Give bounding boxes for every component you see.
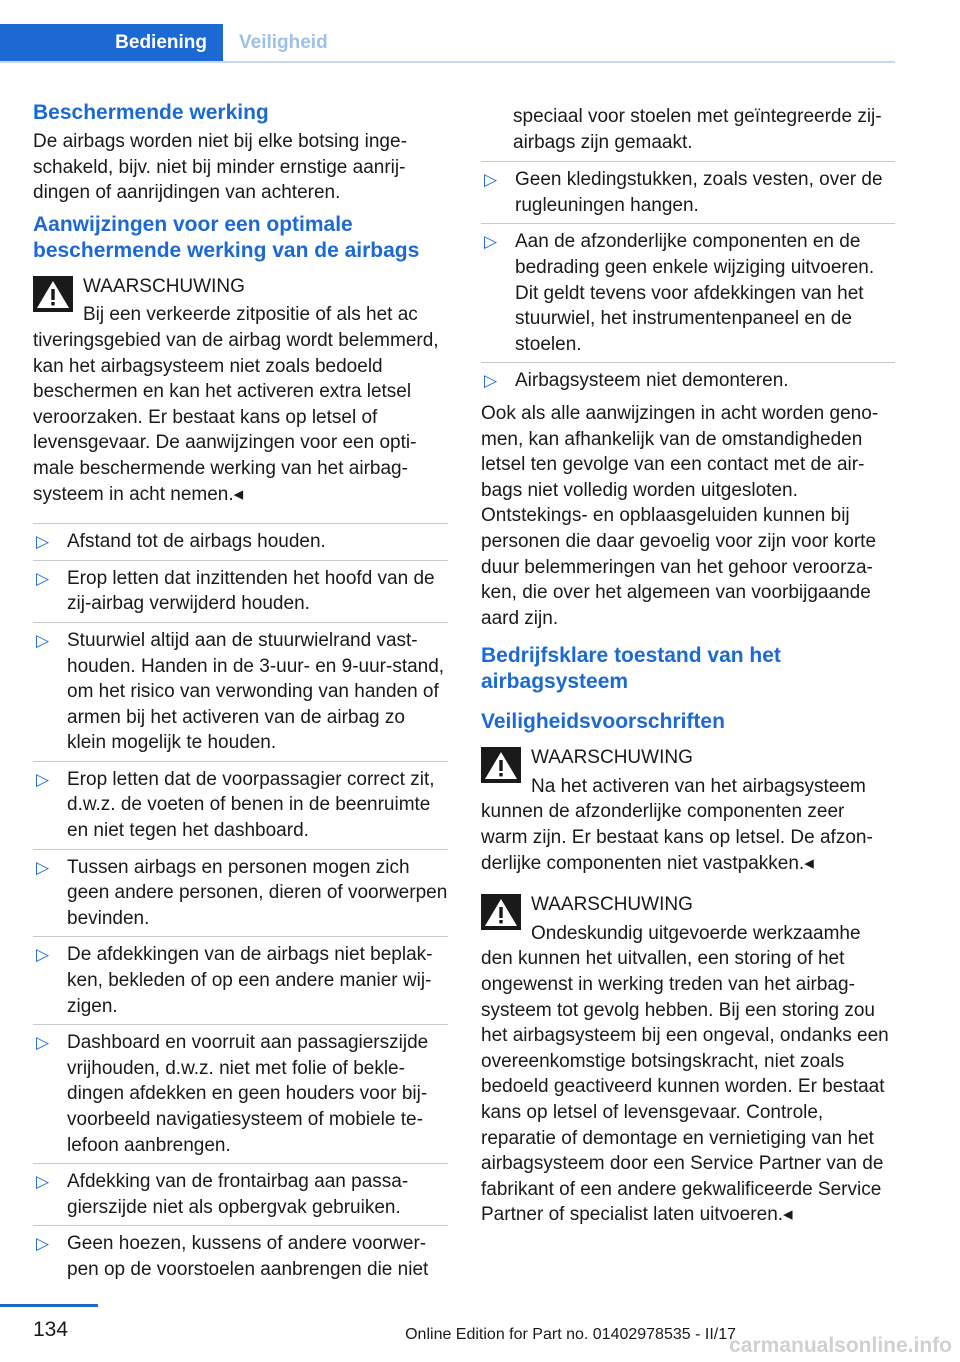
paragraph: De airbags worden niet bij elke botsing ingeschakeld, bijv. niet bij minder ernstige aanrijdingen of aanrijdingen van achteren.: [33, 131, 407, 204]
footer-divider: [0, 1304, 98, 1307]
warning-triangle-icon: [33, 276, 73, 312]
warning-title: WAARSCHUWING: [531, 747, 693, 769]
list-item: ▷ Airbagsysteem niet demonteren.: [481, 363, 895, 399]
triangle-right-icon: ▷: [36, 769, 50, 789]
heading-beschermende-werking: Beschermende werking: [33, 101, 269, 124]
list-item: ▷ Erop letten dat inzittenden het hoofd van de zij-airbag verwijderd houden.: [33, 561, 448, 623]
triangle-right-icon: ▷: [36, 1172, 50, 1192]
list-item: ▷ Tussen airbags en personen mogen zich geen andere personen, dieren of voorwerpen bevinden.: [33, 850, 448, 938]
warning-text: tiveringsgebied van de airbag wordt belemmerd, kan het airbagsysteem niet zoals bedoeld beschermen en kan het activeren extra letsel veroorzaken. Er bestaat kans op letsel of levensgevaar. De aanwijzingen voor een optimale beschermende werking van het airbagsysteem in acht nemen.◂: [33, 329, 439, 505]
page-number: 134: [33, 1318, 69, 1341]
heading-veiligheidsvoorschriften: Veiligheidsvoorschriften: [481, 710, 725, 734]
edition-label: Online Edition for Part no. 01402978535 - II/17: [405, 1326, 736, 1343]
warning-text-first: Bij een verkeerde zitpositie of als het ac: [83, 304, 418, 326]
watermark: carmanualsonline.info: [729, 1334, 952, 1357]
triangle-right-icon: ▷: [484, 371, 498, 391]
tab-veiligheid[interactable]: Veiligheid: [239, 32, 328, 53]
triangle-right-icon: ▷: [36, 857, 50, 877]
triangle-right-icon: ▷: [36, 1033, 50, 1053]
warning-text-first: Na het activeren van het airbagsysteem: [531, 775, 866, 797]
triangle-right-icon: ▷: [484, 170, 498, 190]
triangle-right-icon: ▷: [36, 1234, 50, 1254]
list-item: ▷ Erop letten dat de voorpassagier correct zit, d.w.z. de voeten of benen in de beenruimte en niet tegen het dashboard.: [33, 762, 448, 850]
list-item: ▷ Stuurwiel altijd aan de stuurwielrand vasthouden. Handen in de 3-uur- en 9-uur-stand, om het risico van verwonding van handen of armen bij het activeren van de airbag zo klein mogelijk te houden.: [33, 623, 448, 762]
warning-title: WAARSCHUWING: [531, 894, 693, 916]
warning-text: kunnen de afzonderlijke componenten zeer warm zijn. Er bestaat kans op letsel. De afzonderlijke componenten niet vastpakken.◂: [481, 801, 873, 874]
triangle-right-icon: ▷: [36, 568, 50, 588]
list-item: ▷ Geen hoezen, kussens of andere voorwerpen op de voorstoelen aanbrengen die niet: [36, 1233, 429, 1280]
warning-block: [481, 745, 895, 876]
list-item: ▷ Aan de afzonderlijke componenten en de bedrading geen enkele wijziging uitvoeren. Dit geldt tevens voor afdekkingen van het stuurwiel, het instrumentenpaneel en de stoelen.: [481, 224, 895, 363]
heading-aanwijzingen: Aanwijzingen voor een optimale beschermende werking van de airbags: [33, 212, 420, 262]
triangle-right-icon: ▷: [484, 232, 498, 252]
left-column: [33, 100, 448, 1288]
warning-block: [33, 274, 448, 507]
triangle-right-icon: ▷: [36, 945, 50, 965]
list-item: ▷ Dashboard en voorruit aan passagierszijde vrijhouden, d.w.z. niet met folie of bekledingen afdekken en geen houders voor bijvoorbeeld navigatiesysteem of mobiele telefoon aanbrengen.: [33, 1025, 448, 1164]
warning-block: [481, 892, 895, 1228]
heading-bedrijfsklare-toestand: Bedrijfsklare toestand van het airbagsysteem: [481, 644, 781, 694]
triangle-right-icon: ▷: [36, 630, 50, 650]
list-item: ▷ Afdekking van de frontairbag aan passagierszijde niet als opbergvak gebruiken.: [33, 1164, 448, 1226]
list-item: ▷ Afstand tot de airbags houden.: [33, 524, 448, 561]
warning-text: den kunnen het uitvallen, een storing of het ongewenst in werking treden van het airbagsysteem tot gevolg hebben. Bij een storing zou het airbagsysteem bij een ongeval, ondanks een overeenkomstige botsingskracht, niet zoals bedoeld geactiveerd kunnen worden. Er bestaat kans op letsel of levensgevaar. Controle, reparatie of demontage en vernietiging van het airbagsysteem door een Service Partner van de fabrikant of een andere gekwalificeerde Service Partner of specialist laten uitvoeren.◂: [481, 948, 889, 1226]
bullet-list-left: [33, 523, 448, 1287]
bullet-list-right: [481, 162, 895, 399]
warning-triangle-icon: [481, 894, 521, 930]
continuation-text: speciaal voor stoelen met geïntegreerde zij-airbags zijn gemaakt.: [481, 104, 895, 162]
paragraph: Ontstekings- en opblaasgeluiden kunnen bij personen die daar gevoelig voor zijn voor korte duur belemmeringen van het gehoor veroorzaken, die over het algemeen van voorbijgaande aard zijn.: [481, 505, 877, 629]
page-header: [0, 24, 895, 63]
warning-triangle-icon: [481, 747, 521, 783]
list-item: ▷ Geen kledingstukken, zoals vesten, over de rugleuningen hangen.: [481, 162, 895, 224]
header-divider: [0, 61, 895, 63]
triangle-right-icon: ▷: [36, 532, 50, 552]
warning-title: WAARSCHUWING: [83, 275, 245, 297]
tab-bediening[interactable]: Bediening: [0, 24, 223, 61]
warning-text-first: Ondeskundig uitgevoerde werkzaamhe: [531, 922, 861, 944]
paragraph: Ook als alle aanwijzingen in acht worden genomen, kan afhankelijk van de omstandigheden letsel ten gevolge van een contact met de airbags niet volledig worden uitgesloten.: [481, 402, 879, 501]
right-column: [481, 104, 895, 1240]
list-item: ▷ De afdekkingen van de airbags niet beplakken, bekleden of op een andere manier wijzigen.: [33, 937, 448, 1025]
